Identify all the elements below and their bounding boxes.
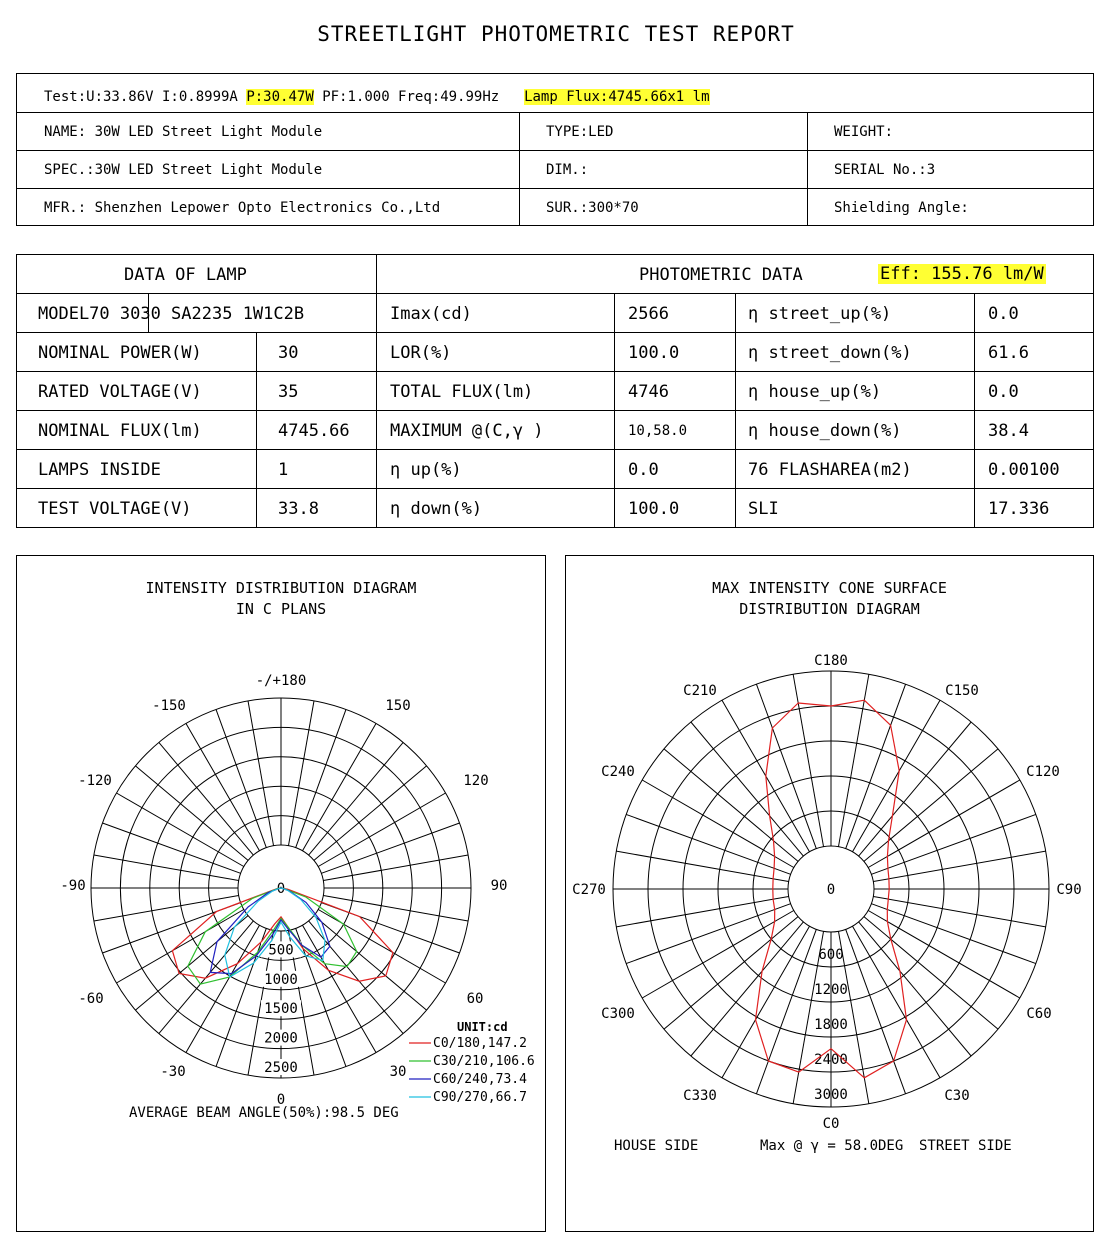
cone-angle-label: C30 [944, 1088, 970, 1104]
grid-spoke [871, 904, 1035, 964]
data-table [16, 254, 1094, 528]
grid-spoke [664, 917, 798, 1029]
photometric-value: 38.4 [988, 421, 1029, 441]
test-power: P:30.47W [246, 89, 314, 105]
angle-label: 30 [389, 1064, 407, 1080]
ring-label: 0 [276, 881, 286, 897]
cone-angle-label: C0 [822, 1116, 840, 1132]
grid-spoke [314, 916, 427, 1010]
photometric-value: 2566 [628, 304, 669, 324]
max-gamma-label: Max @ γ = 58.0DEG [760, 1138, 904, 1154]
grid-spoke [873, 851, 1045, 881]
grid-spoke [309, 921, 403, 1034]
house-side-label: HOUSE SIDE [614, 1138, 699, 1154]
lamp-row-label: RATED VOLTAGE(V) [38, 382, 202, 402]
photometric-value: 10,58.0 [628, 423, 688, 439]
cone-ring-label: 2400 [814, 1052, 848, 1068]
legend-label: C30/210,106.6 [433, 1054, 535, 1069]
grid-spoke [626, 904, 790, 964]
grid-spoke [756, 929, 816, 1093]
cone-surface-panel [565, 555, 1094, 1232]
lamp-row-label: LAMPS INSIDE [38, 460, 161, 480]
lamp-row-value: 30 [278, 343, 299, 363]
grid-spoke [846, 684, 906, 848]
angle-label: -30 [160, 1064, 186, 1080]
lamp-row-value: 35 [278, 382, 299, 402]
ring-label: 1500 [264, 1001, 298, 1018]
grid-spoke [664, 749, 798, 861]
cone-angle-label: C150 [945, 683, 979, 699]
type-field: TYPE:LED [546, 124, 614, 140]
test-lamp-flux: Lamp Flux:4745.66x1 lm [524, 89, 710, 105]
cone-polar-chart [566, 556, 1093, 1231]
grid-spoke [309, 742, 403, 855]
angle-label: 90 [490, 878, 508, 894]
angle-label: -90 [60, 878, 86, 894]
grid-spoke [216, 928, 266, 1066]
angle-label: -/+180 [255, 673, 307, 689]
grid-spoke [94, 895, 239, 921]
grid-spoke [864, 917, 998, 1029]
angle-label: 60 [466, 991, 484, 1007]
legend-label: C90/270,66.7 [433, 1090, 527, 1105]
efficacy-badge: Eff: 155.76 lm/W [880, 264, 1044, 284]
photometric-label: η street_up(%) [748, 304, 892, 324]
unit-label: UNIT:cd [457, 1020, 508, 1034]
dim-field: DIM.: [546, 162, 589, 178]
photometric-label: η house_up(%) [748, 382, 882, 402]
photometric-value: 100.0 [628, 343, 680, 363]
photometric-label: TOTAL FLUX(lm) [390, 382, 534, 402]
legend-label: C0/180,147.2 [433, 1036, 527, 1051]
angle-label: -120 [78, 773, 112, 789]
photometric-label: 76 FLASHAREA(m2) [748, 460, 912, 480]
name-field: NAME: 30W LED Street Light Module [44, 124, 323, 140]
grid-spoke [864, 749, 998, 861]
grid-spoke [296, 709, 346, 847]
lamp-row-value: 1 [278, 460, 289, 480]
grid-spoke [288, 701, 314, 846]
photometric-value: 100.0 [628, 499, 680, 519]
grid-spoke [616, 896, 788, 926]
legend-label: C60/240,73.4 [433, 1072, 527, 1087]
lamp-data-header: DATA OF LAMP [124, 265, 247, 285]
intensity-polar-chart [17, 556, 545, 1231]
grid-spoke [159, 742, 253, 855]
photometric-label: η up(%) [390, 460, 462, 480]
cone-ring-label: 1800 [814, 1017, 848, 1033]
photometric-label: SLI [748, 499, 779, 519]
grid-spoke [323, 855, 468, 881]
photometric-value: 4746 [628, 382, 669, 402]
ring-label: 2500 [264, 1060, 298, 1076]
weight-field: WEIGHT: [834, 124, 894, 140]
cone-ring-label: 600 [818, 947, 844, 963]
grid-spoke [616, 851, 788, 881]
lamp-row-label: NOMINAL FLUX(lm) [38, 421, 202, 441]
photometric-value: 0.0 [988, 382, 1019, 402]
info-table [16, 73, 1094, 226]
grid-spoke [94, 855, 239, 881]
street-side-label: STREET SIDE [919, 1138, 1012, 1154]
grid-spoke [756, 684, 816, 848]
mfr-field: MFR.: Shenzhen Lepower Opto Electronics Co.,Ltd [44, 200, 441, 216]
ring-label: 500 [268, 942, 294, 959]
angle-label: 150 [385, 698, 411, 714]
ring-label: 1000 [264, 971, 298, 988]
lamp-row-label: NOMINAL POWER(W) [38, 343, 202, 363]
test-mid: PF:1.000 Freq:49.99Hz [322, 89, 500, 105]
grid-spoke [691, 922, 803, 1056]
photometric-label: Imax(cd) [390, 304, 472, 324]
lamp-row-value: 4745.66 [278, 421, 350, 441]
lamp-row-label: TEST VOLTAGE(V) [38, 499, 192, 519]
photometric-label: η down(%) [390, 499, 483, 519]
cone-angle-label: C270 [572, 882, 606, 898]
photometric-value: 0.0 [628, 460, 659, 480]
cone-ring-label: 1200 [814, 982, 848, 998]
grid-spoke [314, 766, 427, 860]
photometric-label: η house_down(%) [748, 421, 902, 441]
beam-angle-footer: AVERAGE BEAM ANGLE(50%):98.5 DEG [129, 1105, 399, 1121]
photometric-label: MAXIMUM @(C,γ ) [390, 421, 544, 441]
angle-label: 0 [276, 1092, 286, 1108]
photometric-value: 0.0 [988, 304, 1019, 324]
cone-angle-label: C240 [601, 764, 635, 780]
grid-spoke [871, 814, 1035, 874]
grid-spoke [135, 916, 248, 1010]
cone-angle-label: C300 [601, 1006, 635, 1022]
test-prefix: Test:U:33.86V I:0.8999A [44, 89, 238, 105]
serial-field: SERIAL No.:3 [834, 162, 936, 178]
grid-spoke [216, 709, 266, 847]
angle-label: -150 [152, 698, 186, 714]
cone-chart-title: MAX INTENSITY CONE SURFACE DISTRIBUTION DIAGRAM [712, 579, 947, 618]
sur-field: SUR.:300*70 [546, 200, 639, 216]
lamp-model: MODEL70 3030 SA2235 1W1C2B [38, 304, 305, 324]
angle-label: -60 [78, 991, 104, 1007]
grid-spoke [135, 766, 248, 860]
intensity-chart-title: INTENSITY DISTRIBUTION DIAGRAM IN C PLANS [145, 579, 417, 618]
cone-angle-label: C180 [814, 653, 848, 669]
intensity-distribution-panel [16, 555, 546, 1232]
grid-spoke [626, 814, 790, 874]
spec-field: SPEC.:30W LED Street Light Module [44, 162, 323, 178]
grid-spoke [793, 674, 823, 846]
cone-angle-label: C60 [1026, 1006, 1052, 1022]
lamp-row-value: 33.8 [278, 499, 319, 519]
grid-spoke [859, 722, 971, 856]
photometric-value: 0.00100 [988, 460, 1060, 480]
cone-angle-label: C90 [1056, 882, 1082, 898]
photometric-value: 17.336 [988, 499, 1050, 519]
cone-ring-label: 3000 [814, 1087, 848, 1103]
photometric-label: η street_down(%) [748, 343, 912, 363]
cone-angle-label: C330 [683, 1088, 717, 1104]
grid-spoke [859, 922, 971, 1056]
shielding-angle-field: Shielding Angle: [834, 200, 969, 216]
report-title: STREETLIGHT PHOTOMETRIC TEST REPORT [317, 22, 795, 46]
ring-label: 2000 [264, 1030, 298, 1047]
photometric-label: LOR(%) [390, 343, 452, 363]
grid-spoke [323, 895, 468, 921]
grid-spoke [321, 823, 459, 873]
grid-spoke [873, 896, 1045, 926]
cone-ring-label: 0 [826, 882, 836, 898]
grid-spoke [248, 701, 274, 846]
cone-angle-label: C210 [683, 683, 717, 699]
grid-spoke [102, 823, 240, 873]
photometric-value: 61.6 [988, 343, 1029, 363]
cone-angle-label: C120 [1026, 764, 1060, 780]
grid-spoke [691, 722, 803, 856]
angle-label: 120 [463, 773, 489, 789]
test-line [44, 89, 710, 105]
photometric-data-header: PHOTOMETRIC DATA [639, 265, 803, 285]
